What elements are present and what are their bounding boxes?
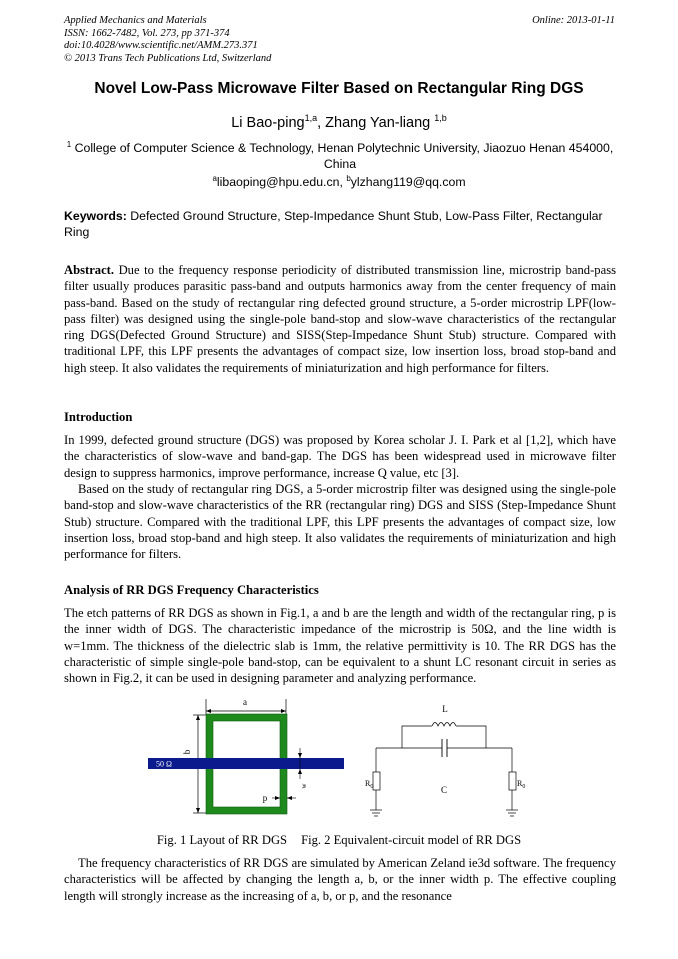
author-1-affil: 1,a — [304, 113, 318, 123]
figure-1-caption: Fig. 1 Layout of RR DGS — [156, 833, 288, 847]
email-separator: , — [339, 175, 347, 190]
dim-b-arrow-bottom — [196, 808, 200, 813]
dim-b-label: b — [182, 749, 192, 755]
journal-name: Applied Mechanics and Materials — [64, 15, 207, 26]
inductor-label: L — [442, 704, 448, 714]
section-heading-introduction: Introduction — [64, 410, 133, 424]
inductor-coil — [432, 723, 456, 727]
analysis-paragraph-1: The etch patterns of RR DGS as shown in Fig.1, a and b are the length and width of the rectangular ring, p is the inner width of DGS. The characteristic impedance of the microstrip is 50Ω, and the line width is w=1mm. The thickness of the dielectric slab is 1mm, the relative permittivity is 10. The RR DGS has the characteristic of simple single-pole band-stop, can be equivalent to a shunt LC resonant circuit in series as shown in Fig.2, it can be used in designing parameter and analyzing performance. — [64, 606, 616, 686]
capacitor-label: C — [440, 785, 448, 795]
microstrip-line — [148, 758, 344, 769]
figure-2-caption: Fig. 2 Equivalent-circuit model of RR DGS — [301, 833, 522, 847]
issn-line: ISSN: 1662-7482, Vol. 273, pp 371-374 — [64, 27, 230, 39]
right-resistor-label: $R_0$ — [517, 779, 526, 790]
author-separator: , — [317, 114, 326, 131]
affiliation-marker: 1 — [66, 140, 72, 149]
right-resistor — [509, 772, 516, 790]
dim-b-arrow-top — [196, 715, 200, 720]
email-a-marker: a — [212, 174, 217, 183]
figure-captions — [0, 833, 678, 848]
keywords — [64, 209, 616, 240]
abstract-label: Abstract. — [64, 263, 115, 277]
analysis-paragraph-2: The frequency characteristics of RR DGS are simulated by American Zeland ie3d software. The frequency characteristics will be affected by changing the length a, b, or the inner width p. The effective coupling length will strongly increase as the increasing of a, b, or p, and the resonance — [64, 856, 616, 903]
doi-line: doi:10.4028/www.scientific.net/AMM.273.371 — [64, 40, 258, 51]
dim-w-arrow-bottom — [298, 769, 302, 774]
dim-p-label: p — [262, 793, 268, 803]
paper-title: Novel Low-Pass Microwave Filter Based on Rectangular Ring DGS — [94, 80, 584, 97]
abstract-text: Due to the frequency response periodicity of distributed transmission line, microstrip band-pass filter usually produces parasitic pass-band and outputs harmonics away from the center frequency of main pass-band. Based on the study of rectangular ring defected ground structure, a 5-order microstrip LPF(low-pass filter) was designed using the single-pole band-stop and slow-wave characteristics of the rectangular ring DGS(Defected Ground Structure) and SISS(Step-Impedance Shunt Stub) structure. Compared with traditional LPF, this LPF presents the advantages of compact size, low insertion loss, broad stop-band and high steep. It also validates the requirements of miniaturization and high performance for filters. — [64, 263, 616, 375]
dim-a-label: a — [243, 697, 247, 707]
emails — [0, 174, 678, 189]
online-date: Online: 2013-01-11 — [532, 15, 615, 26]
affiliation-text: College of Computer Science & Technology, Henan Polytechnic University, Jiaozuo Henan 454000, China — [71, 141, 614, 172]
dim-p-arrow-left — [275, 796, 280, 800]
dim-a-arrow-right — [281, 709, 286, 713]
dim-p-arrow-right — [287, 796, 292, 800]
affiliation — [64, 137, 616, 172]
abstract — [64, 262, 616, 376]
figure-1-layout — [148, 694, 348, 824]
author-1: Li Bao-ping — [231, 114, 305, 131]
introduction-paragraph-2: Based on the study of rectangular ring DGS, a 5-order microstrip filter was designed using the single-pole band-stop and slow-wave characteristics of the RR (rectangular ring) DGS and SISS (Step-Impedance Shunt Stub) structure. Compared with the traditional LPF, this LPF presents the advantages of compact size, low insertion loss, broad stop-band and high steep. It also validates the requirements of miniaturization and high performance for filters. — [64, 482, 616, 562]
keywords-text: Defected Ground Structure, Step-Impedance Shunt Stub, Low-Pass Filter, Rectangular Ring — [64, 209, 603, 239]
authors — [0, 113, 678, 131]
keywords-label: Keywords: — [64, 209, 127, 223]
microstrip-impedance-label: 50 Ω — [156, 759, 172, 769]
email-b-marker: b — [346, 174, 351, 183]
top-branch-right — [456, 726, 486, 748]
copyright-line: © 2013 Trans Tech Publications Ltd, Switzerland — [64, 52, 272, 64]
figure-2-circuit — [362, 702, 538, 820]
author-2: Zhang Yan-liang — [325, 114, 435, 131]
email-b[interactable]: ylzhang119@qq.com — [350, 175, 466, 190]
left-resistor — [373, 772, 380, 790]
journal-header — [64, 15, 271, 65]
dim-a-arrow-left — [206, 709, 211, 713]
section-heading-analysis: Analysis of RR DGS Frequency Characteristics — [64, 583, 319, 597]
email-a[interactable]: libaoping@hpu.edu.cn — [216, 175, 340, 190]
top-branch-left — [402, 726, 432, 748]
dim-w-label: w — [300, 783, 308, 789]
left-resistor-label: $R_0$ — [365, 779, 374, 790]
dim-w-arrow-top — [298, 753, 302, 758]
author-2-affil: 1,b — [434, 113, 447, 123]
introduction-paragraph-1: In 1999, defected ground structure (DGS) was proposed by Korea scholar J. I. Park et al [1,2], which have the characteristics of slow-wave and band-gap. The DGS has been widespread used in microwave filter design to suppress harmonics, improve performance, increase Q value, etc [3]. — [64, 433, 616, 480]
